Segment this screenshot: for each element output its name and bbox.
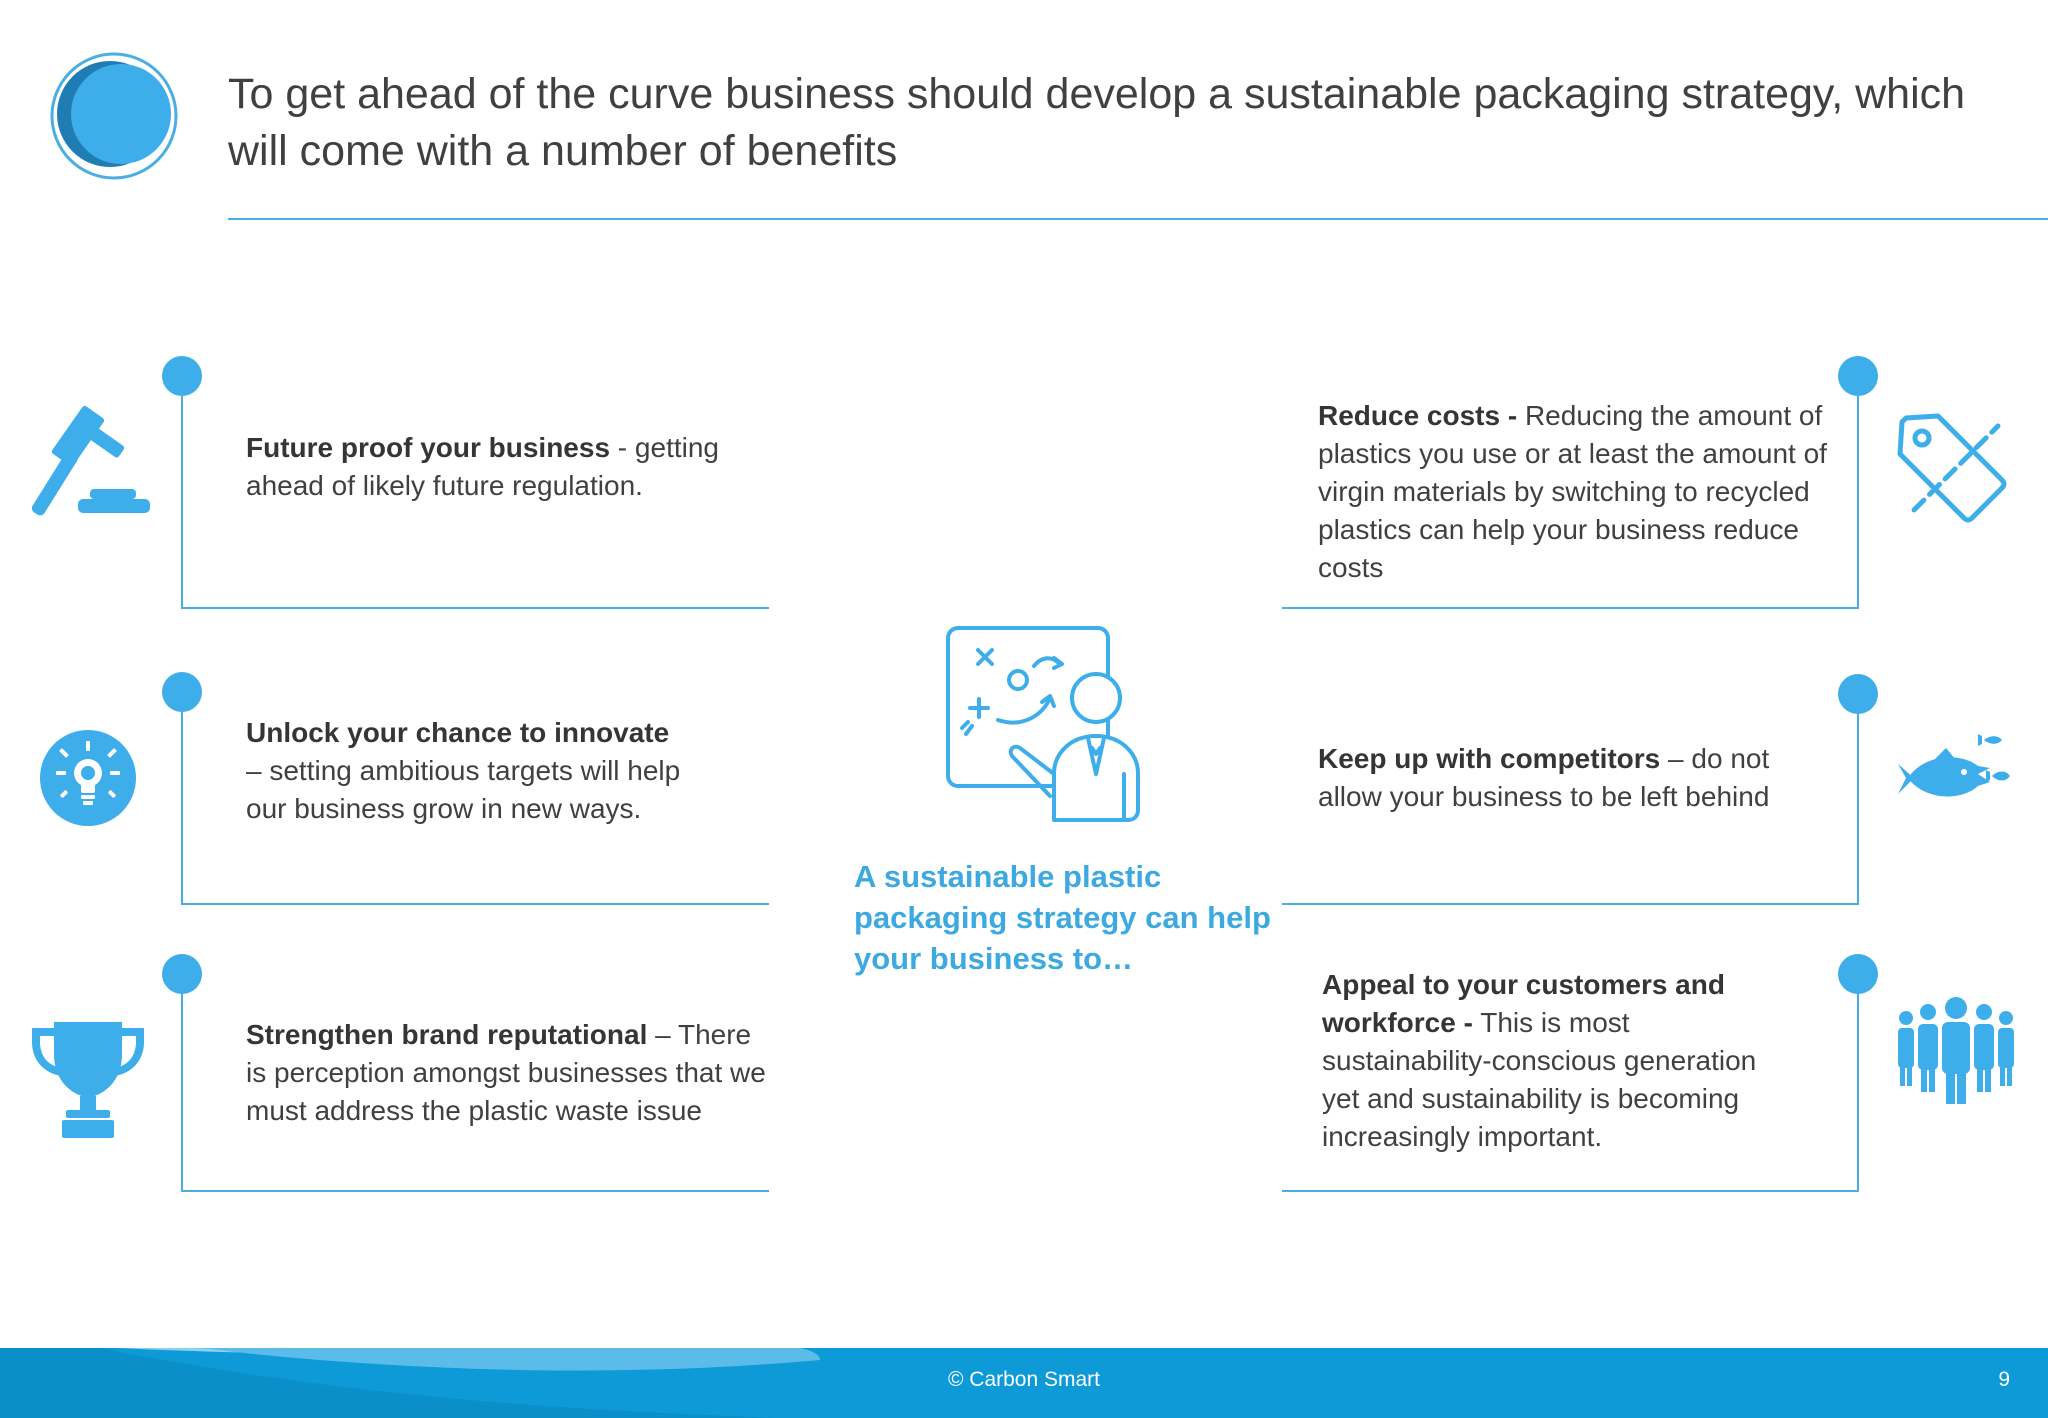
footer-copyright: © Carbon Smart (947, 1368, 1101, 1391)
logo-icon (50, 52, 178, 180)
benefit-title: Unlock your chance to innovate (246, 717, 670, 748)
trophy-icon (26, 1018, 150, 1142)
benefit-body: getting ahead of likely future regulation. (246, 432, 719, 501)
timeline-dot (162, 672, 202, 712)
benefit-text (1322, 966, 1792, 1156)
timeline-dot (162, 356, 202, 396)
page-title: To get ahead of the curve business should develop a sustainable packaging strategy, which will come with a number of benefits (228, 70, 1966, 175)
benefit-text (1318, 397, 1850, 587)
benefit-title: Keep up with competitors (1318, 743, 1661, 774)
timeline-dot (1838, 674, 1878, 714)
timeline-dot (162, 954, 202, 994)
people-group-icon (1894, 996, 2018, 1106)
benefit-body: do not allow your business to be left behind (1318, 743, 1770, 812)
center-caption: A sustainable plastic packaging strategy can help your business to… (854, 859, 1271, 976)
lightbulb-icon (38, 728, 138, 828)
timeline-dot (1838, 356, 1878, 396)
benefit-title: Reduce costs - (1318, 400, 1518, 431)
strategy-board-presenter-icon (942, 624, 1162, 824)
benefit-title: Future proof your business (246, 432, 611, 463)
benefit-text: Future proof your business - getting ahead of likely future regulation. (246, 432, 719, 501)
title-divider (228, 218, 2048, 220)
benefit-body: Reducing the amount of plastics you use or at least the amount of virgin materials by switching to recycled plastics can help your business reduce costs (1318, 400, 1827, 583)
benefit-title: Strengthen brand reputational (246, 1019, 648, 1050)
benefit-title: Appeal to your customers and workforce - (1322, 969, 1725, 1038)
footer-bar (0, 1348, 2048, 1418)
benefit-body: setting ambitious targets will help our business grow in new ways. (246, 755, 681, 824)
benefit-body: This is most sustainability-conscious generation yet and sustainability is becoming increasingly important. (1322, 1007, 1757, 1152)
price-tag-icon (1894, 410, 2010, 526)
page-number: 9 (1998, 1368, 2010, 1391)
benefit-text: Keep up with competitors – do not allow your business to be left behind (1318, 743, 1770, 812)
timeline-dot (1838, 954, 1878, 994)
big-fish-icon (1894, 730, 2018, 814)
benefit-text: Strengthen brand reputational – There is perception amongst businesses that we must address the plastic waste issue (246, 1019, 766, 1126)
benefit-body: There is perception amongst businesses that we must address the plastic waste issue (246, 1019, 766, 1126)
gavel-icon (30, 405, 154, 525)
benefit-text: Unlock your chance to innovate – setting ambitious targets will help our business grow in new ways. (246, 717, 681, 824)
